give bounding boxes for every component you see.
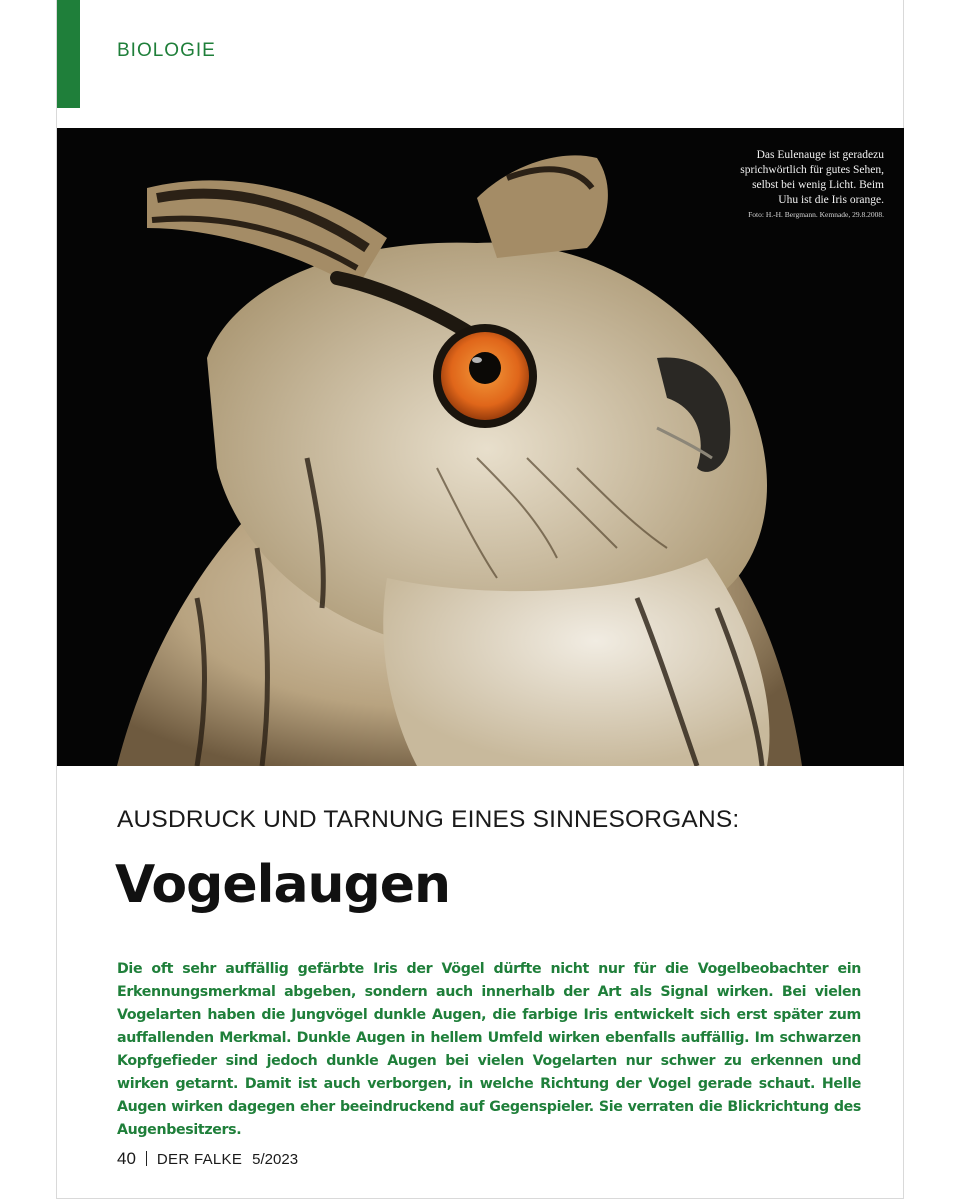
page-number: 40 (117, 1149, 136, 1168)
caption-line: Das Eulenauge ist geradezu (756, 149, 884, 161)
magazine-name: DER FALKE (156, 1151, 243, 1168)
eagle-owl-illustration (57, 128, 904, 766)
magazine-page (56, 0, 904, 1199)
article-lead: Die oft sehr auffällig gefärbte Iris der Vögel dürfte nicht nur für die Vogelbeobachter ein Erkennungsmerkmal abgeben, sondern auch innerhalb der Art als Signal wirken. Bei vielen Vogelarten haben die Jungvögel dunkle Augen, die farbige Iris entwickelt sich erst später zum auffallenden Merkmal. Dunkle Augen in hellem Umfeld wirken ebenfalls auffällig. Im schwarzen Kopfgefieder sind jedoch dunkle Augen bei vielen Vogelarten nur schwer zu erkennen und wirken getarnt. Damit ist auch verborgen, in welche Richtung der Vogel gerade schaut. Helle Augen wirken dagegen eher beeindruckend auf Gegenspieler. Sie verraten die Blickrichtung des Augenbesitzers. (117, 961, 861, 1138)
photo-caption (664, 148, 884, 220)
caption-line: Uhu ist die Iris orange. (778, 194, 884, 206)
photo-credit: Foto: H.-H. Bergmann. Kemnade, 29.8.2008. (748, 210, 884, 219)
article-title: Vogelaugen (115, 855, 451, 915)
section-color-bar (57, 0, 80, 108)
issue-number: 5/2023 (252, 1151, 299, 1168)
caption-line: sprichwörtlich für gutes Sehen, (740, 164, 884, 176)
page-footer (117, 1149, 298, 1169)
owl-photo (57, 128, 904, 766)
section-label: BIOLOGIE (117, 40, 216, 61)
footer-divider (146, 1151, 147, 1166)
article-kicker: AUSDRUCK UND TARNUNG EINES SINNESORGANS: (117, 806, 740, 833)
caption-line: selbst bei wenig Licht. Beim (752, 179, 884, 191)
